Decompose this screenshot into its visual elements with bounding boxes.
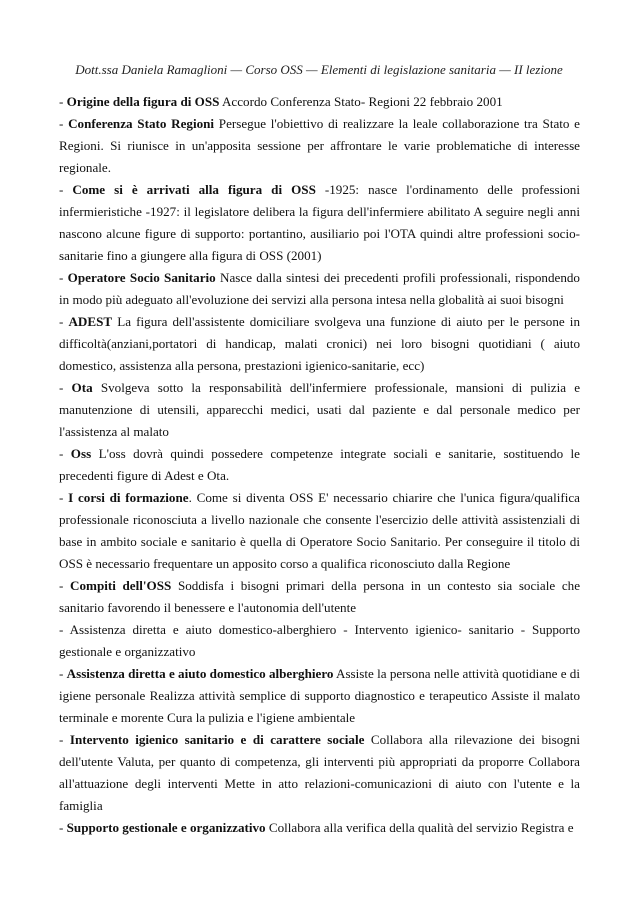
paragraph-title: Oss	[70, 446, 92, 461]
paragraph-title: Compiti dell'OSS	[70, 578, 172, 593]
paragraph-come-arrivati: - Come si è arrivati alla figura di OSS -1925: nasce l'ordinamento delle professioni infermieristiche -1927: il legislatore delibera la figura dell'infermiere abilitato A seguire negli anni nascono alcune figure di supporto: portantino, ausiliario poi l'OTA quindi altre professioni socio-sanitarie fino a giungere alla figura di OSS (2001)	[59, 182, 580, 263]
paragraph-operatore: - Operatore Socio Sanitario Nasce dalla sintesi dei precedenti profili professionali, rispondendo in modo più adeguato all'evoluzione dei servizi alla persona intesa nella globalità ai suoi bisogni	[59, 270, 580, 307]
document-body	[59, 91, 580, 839]
paragraph-title: Intervento igienico sanitario e di carattere sociale	[69, 732, 365, 747]
paragraph-adest: - ADEST La figura dell'assistente domiciliare svolgeva una funzione di aiuto per le persone in difficoltà(anziani,portatori di handicap, malati cronici) nei loro bisogni quotidiani ( aiuto domestico, assistenza alla persona, prestazioni igienico-sanitarie, ecc)	[59, 314, 580, 373]
page-header: Dott.ssa Daniela Ramaglioni — Corso OSS — Elementi di legislazione sanitaria — II lezione	[75, 62, 563, 77]
paragraph-supporto: - Supporto gestionale e organizzativo Collabora alla verifica della qualità del servizio Registra e	[59, 820, 574, 835]
paragraph-corsi: - I corsi di formazione. Come si diventa OSS E' necessario chiarire che l'unica figura/qualifica professionale riconosciuta a livello nazionale che consente l'esercizio delle attività assistenziali di base in ambito sociale e sanitario è quella di Operatore Socio Sanitario. Per conseguire il titolo di OSS è necessario frequentare un apposito corso a qualifica riconosciuto dalla Regione	[59, 490, 580, 571]
paragraph-title: I corsi di formazione	[68, 490, 189, 505]
paragraph-conferenza: - Conferenza Stato Regioni Persegue l'obiettivo di realizzare la leale collaborazione tra Stato e Regioni. Si riunisce in un'apposita sessione per affrontare le varie problematiche di interesse regionale.	[59, 116, 580, 175]
paragraph-oss: - Oss L'oss dovrà quindi possedere competenze integrate sociali e sanitarie, sostituendo le precedenti figure di Adest e Ota.	[59, 446, 580, 483]
paragraph-title: Come si è arrivati alla figura di OSS	[72, 182, 316, 197]
paragraph-compiti: - Compiti dell'OSS Soddisfa i bisogni primari della persona in un contesto sia sociale che sanitario favorendo il benessere e l'autonomia dell'utente	[59, 578, 581, 615]
paragraph-ota: - Ota Svolgeva sotto la responsabilità dell'infermiere professionale, mansioni di pulizia e manutenzione di utensili, apparecchi medici, usati dal paziente e dal personale medico per l'assistenza al malato	[59, 380, 581, 439]
paragraph-title: Assistenza diretta e aiuto domestico alberghiero	[66, 666, 334, 681]
paragraph-title: Conferenza Stato Regioni	[68, 116, 215, 131]
paragraph-title: Ota	[71, 380, 93, 395]
paragraph-assistenza: - Assistenza diretta e aiuto domestico alberghiero Assiste la persona nelle attività quotidiane e di igiene personale Realizza attività semplice di supporto diagnostico e terapeutico Assiste il malato terminale e morente Cura la pulizia e l'igiene ambientale	[59, 666, 580, 725]
paragraph-compiti-list: - Assistenza diretta e aiuto domestico-alberghiero - Intervento igienico- sanitario - Supporto gestionale e organizzativo	[59, 622, 580, 659]
paragraph-title: Operatore Socio Sanitario	[67, 270, 216, 285]
paragraph-title: ADEST	[68, 314, 113, 329]
paragraph-title: Origine della figura di OSS	[66, 94, 220, 109]
paragraph-title: Supporto gestionale e organizzativo	[66, 820, 266, 835]
paragraph-origine: - Origine della figura di OSS Accordo Conferenza Stato- Regioni 22 febbraio 2001	[59, 94, 503, 109]
paragraph-intervento: - Intervento igienico sanitario e di carattere sociale Collabora alla rilevazione dei bisogni dell'utente Valuta, per quanto di competenza, gli interventi più appropriati da proporre Collabora all'attuazione degli interventi Mette in atto relazioni-comunicazioni di aiuto con l'utente e la famiglia	[59, 732, 580, 813]
